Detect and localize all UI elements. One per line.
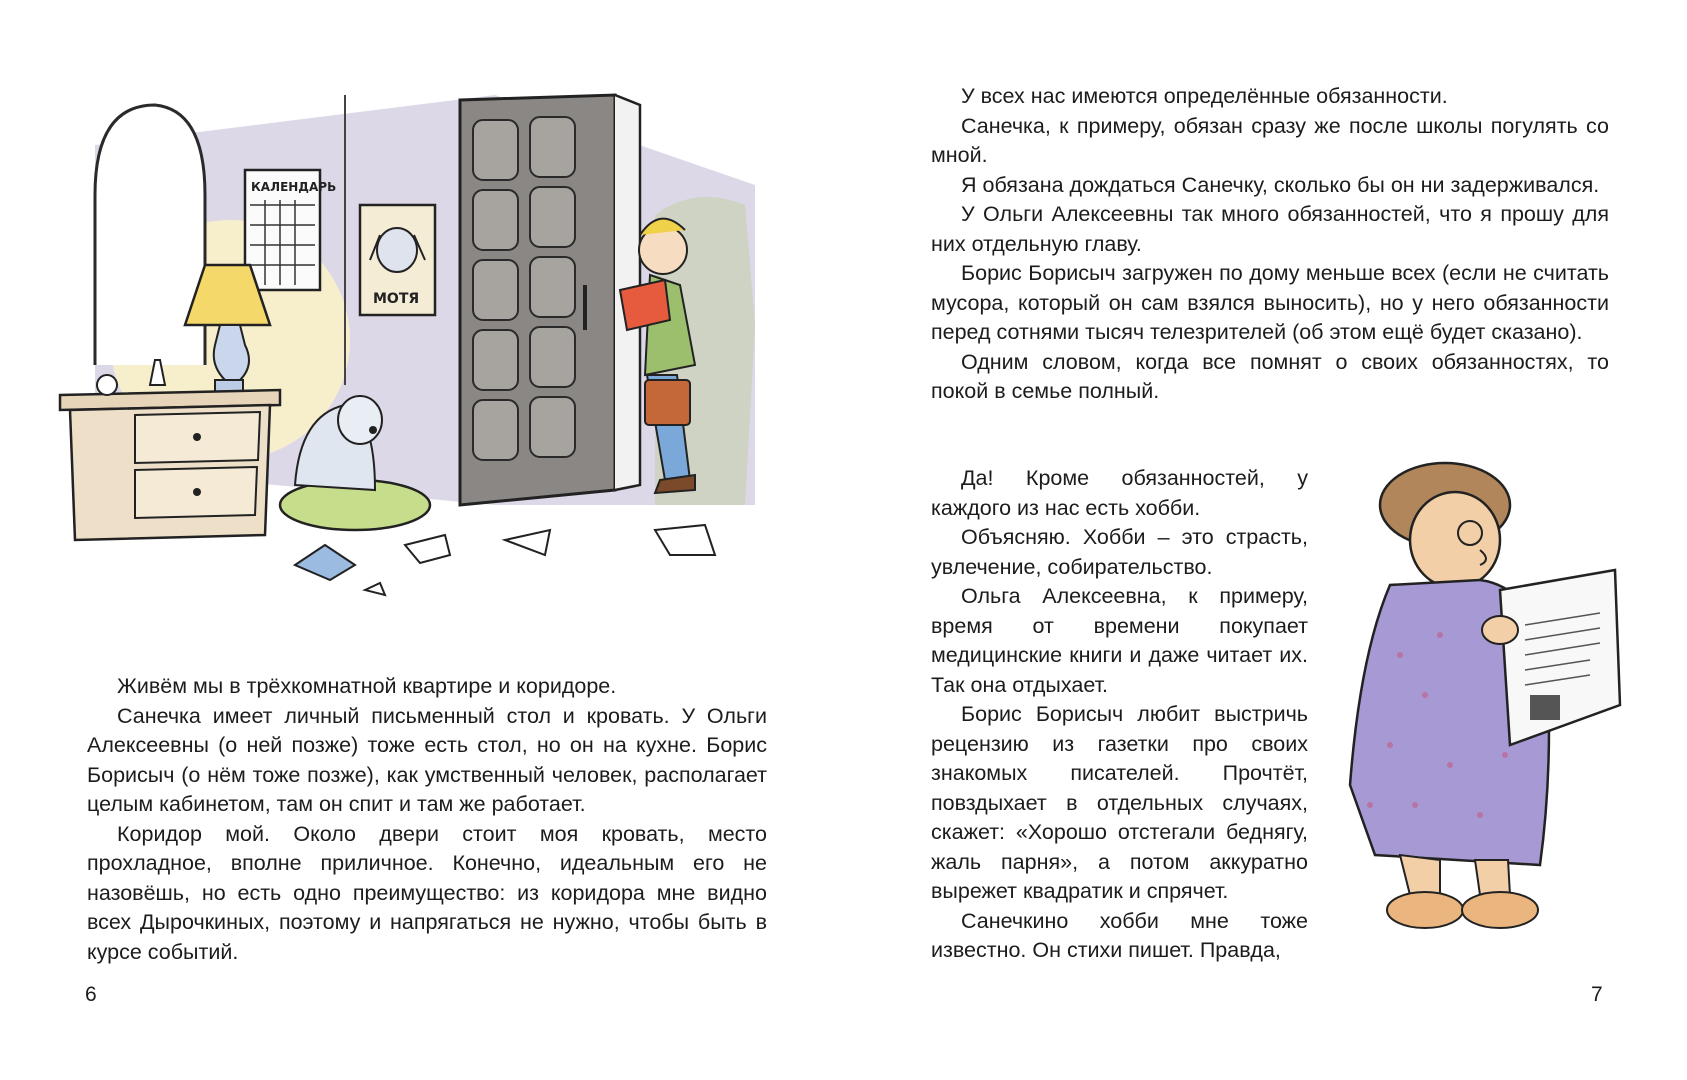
paragraph: У всех нас имеются определённые обязанности.	[961, 84, 1448, 108]
page-number-left: 6	[85, 983, 97, 1006]
slipper	[1462, 892, 1538, 928]
face	[1410, 492, 1500, 588]
paragraph: Борис Борисыч загружен по дому меньше всех (если не считать мусора, который он сам взялся выносить), но у него обязанности перед сотнями тысяч телезрителей (об этом ещё будет сказано).	[931, 261, 1609, 344]
paragraph: Да! Кроме обязанностей, у каждого из нас есть хобби.	[931, 466, 1308, 520]
paragraph: Коридор мой. Около двери стоит моя кровать, место прохладное, вполне приличное. Конечно, идеальным его не назовёшь, но есть одно преимущество: из коридора мне видно всех Дырочкиных, поэтому и напрягаться не нужно, чтобы быть в курсе событий.	[87, 821, 767, 964]
paragraph: У Ольги Алексеевны так много обязанностей, что я прошу для них отдельную главу.	[931, 202, 1609, 256]
right-page-text-narrow	[931, 464, 1308, 966]
slipper	[1387, 892, 1463, 928]
left-page-text	[87, 672, 767, 967]
right-page-text-top	[931, 82, 1609, 407]
paragraph: Одним словом, когда все помнят о своих обязанностях, то покой в семье полный.	[931, 349, 1609, 403]
poster-label: МОТЯ	[373, 291, 420, 307]
newspaper	[1500, 570, 1620, 745]
calendar-label: КАЛЕНДАРЬ	[251, 180, 337, 194]
woman-reading-newspaper-illustration	[1330, 455, 1630, 945]
page-number-right: 7	[1591, 983, 1603, 1006]
scattered-papers	[295, 525, 715, 595]
dog-poster	[360, 205, 435, 315]
paragraph: Объясняю. Хобби – это страсть, увлечение, собирательство.	[931, 525, 1308, 579]
paragraph: Санечка имеет личный письменный стол и кровать. У Ольги Алексеевны (о ней позже) тоже есть стол, но он на кухне. Борис Борисыч (о нём тоже позже), как умственный человек, располагает целым кабинетом, там он спит и там же работает.	[87, 703, 767, 816]
paragraph: Я обязана дождаться Санечку, сколько бы он ни задерживался.	[961, 172, 1600, 197]
front-door	[460, 95, 640, 505]
paragraph: Живём мы в трёхкомнатной квартире и коридоре.	[117, 674, 617, 698]
left-page	[0, 0, 843, 1080]
hallway-illustration	[55, 85, 775, 645]
paragraph: Санечкино хобби мне тоже известно. Он стихи пишет. Правда,	[931, 908, 1308, 962]
paragraph: Борис Борисыч любит выстричь рецензию из газетки про своих знакомых писателей. Прочтёт, повздыхает в отдельных случаях, скажет: «Хорошо отстегали беднягу, жаль парня», а потом аккуратно вырежет квадратик и спрячет.	[931, 702, 1308, 903]
paragraph: Санечка, к примеру, обязан сразу же после школы погулять со мной.	[931, 113, 1609, 167]
paragraph: Ольга Алексеевна, к примеру, время от времени покупает медицинские книги и даже читает их. Так она отдыхает.	[931, 584, 1308, 697]
hand	[1482, 616, 1518, 644]
